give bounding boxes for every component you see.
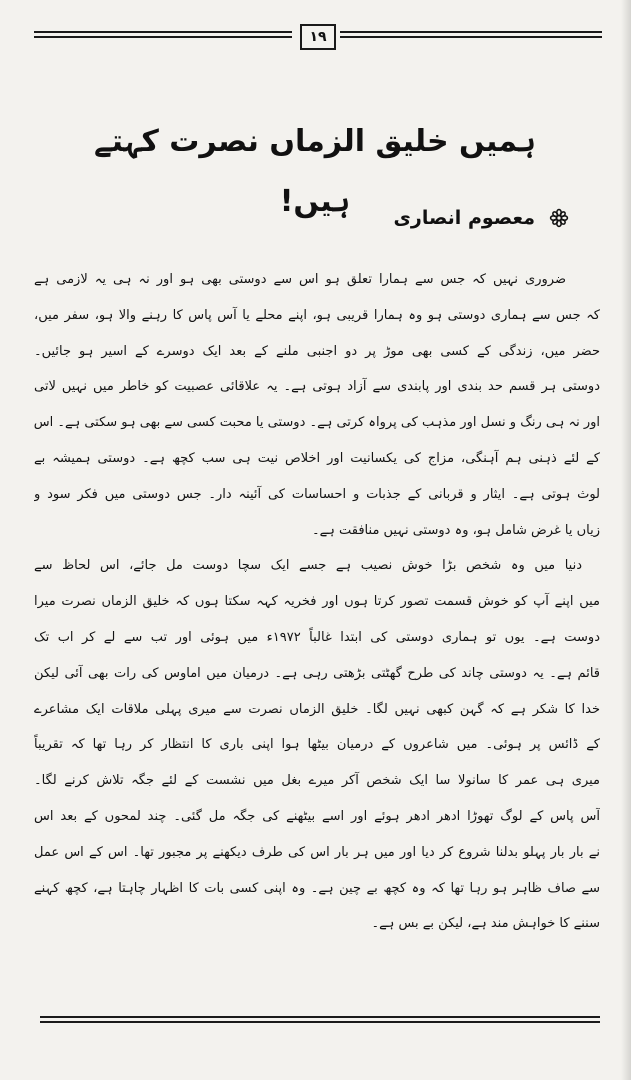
author-byline: [393, 196, 569, 240]
header-rule-right: [340, 31, 602, 38]
body-line: میں اپنے آپ کو خوش قسمت تصور کرتا ہوں اور فخریہ کہہ سکتا ہوں کہ خلیق الزماں نصرت میرا: [34, 594, 600, 610]
body-line: لوث ہوتی ہے۔ ایثار و قربانی کے جذبات و احساسات کی آئینہ دار۔ جس دوستی میں فکر سود و: [34, 486, 600, 502]
header-rule-left: [34, 31, 292, 38]
flower-ornament-icon: [549, 208, 569, 228]
body-line: آس پاس کے لوگ تھوڑا ادھر ادھر ہوئے اور اسے بیٹھنے کی جگہ مل گئی۔ چند لمحوں کے بعد اس: [34, 808, 600, 824]
body-line: اور نہ ہی رنگ و نسل اور مذہب کی پرواہ کرتی ہے۔ دوستی یا محبت کسی سے بھی ہو سکتی ہے۔ اس: [34, 415, 600, 431]
body-line: دنیا میں وہ شخص بڑا خوش نصیب ہے جسے ایک سچا دوست مل جائے، اس لحاظ سے: [34, 558, 582, 574]
page-number: ۱۹: [300, 24, 336, 50]
body-line: کے لئے ذہنی ہم آہنگی، مزاج کی یکسانیت اور اخلاص نیت ہی سب کچھ ہے۔ دوستی ہمیشہ بے: [34, 450, 600, 466]
footer-rule: [40, 1016, 600, 1023]
body-line: نے بار بار پہلو بدلنا شروع کر دیا اور میں ہر بار اس کی طرف دیکھنے پر مجبور تھا۔ اس کے اس عمل: [34, 844, 600, 860]
body-line: کہ جس سے ہماری دوستی ہو وہ ہمارا قریبی ہو، اپنے محلے یا آس پاس کا رہنے والا ہو، سفر میں،: [34, 307, 600, 323]
body-line: خدا کا شکر ہے کہ گہن کبھی نہیں لگا۔ خلیق الزماں نصرت سے میری پہلی ملاقات ایک مشاعرے: [34, 701, 600, 717]
body-line: قائم ہے۔ یہ دوستی چاند کی طرح گھٹتی بڑھتی رہی ہے۔ درمیان میں اماوس کی رات بھی آئی لیکن: [34, 665, 600, 681]
body-line: سے صاف ظاہر ہو رہا تھا کہ وہ کچھ بے چین ہے۔ وہ اپنی کسی بات کا اظہار چاہتا ہے، کچھ کہنے: [34, 880, 600, 896]
article-title: ہمیں خلیق الزماں نصرت کہتے ہیں!: [93, 124, 536, 219]
body-line: دوستی ہر قسم حد بندی اور پابندی سے آزاد ہوتی ہے۔ یہ علاقائی عصبیت کو خاطر میں نہیں لاتی: [34, 379, 600, 395]
body-line: کے ڈائس پر ہوئی۔ میں شاعروں کے درمیان بیٹھا ہوا اپنی باری کا انتظار کر رہا تھا کہ تقریباً: [34, 737, 600, 753]
article-body: [34, 262, 600, 942]
body-line: میری ہی عمر کا سانولا سا ایک شخص آکر میرے بغل میں نشست کے لئے جگہ تلاش کرنے لگا۔: [34, 773, 600, 789]
page-header: [34, 24, 602, 54]
body-line: حضر میں، زندگی کے کسی بھی موڑ پر دو اجنبی ملنے کے بعد ایک دوسرے کے اسیر ہو جائیں۔: [34, 343, 600, 359]
body-line: سننے کا خواہش مند ہے، لیکن بے بس ہے۔: [371, 916, 600, 932]
author-name: معصوم انصاری: [393, 207, 535, 229]
body-line: زیاں یا غرض شامل ہو، وہ دوستی نہیں منافقت ہے۔: [312, 522, 600, 538]
body-line: دوست ہے۔ یوں تو ہماری دوستی کی ابتدا غالباً ۱۹۷۲ء میں ہوئی اور تب سے لے کر اب تک: [34, 629, 600, 645]
body-line: ضروری نہیں کہ جس سے ہمارا تعلق ہو اس سے دوستی بھی ہو اور نہ ہی یہ لازمی ہے: [34, 272, 566, 287]
